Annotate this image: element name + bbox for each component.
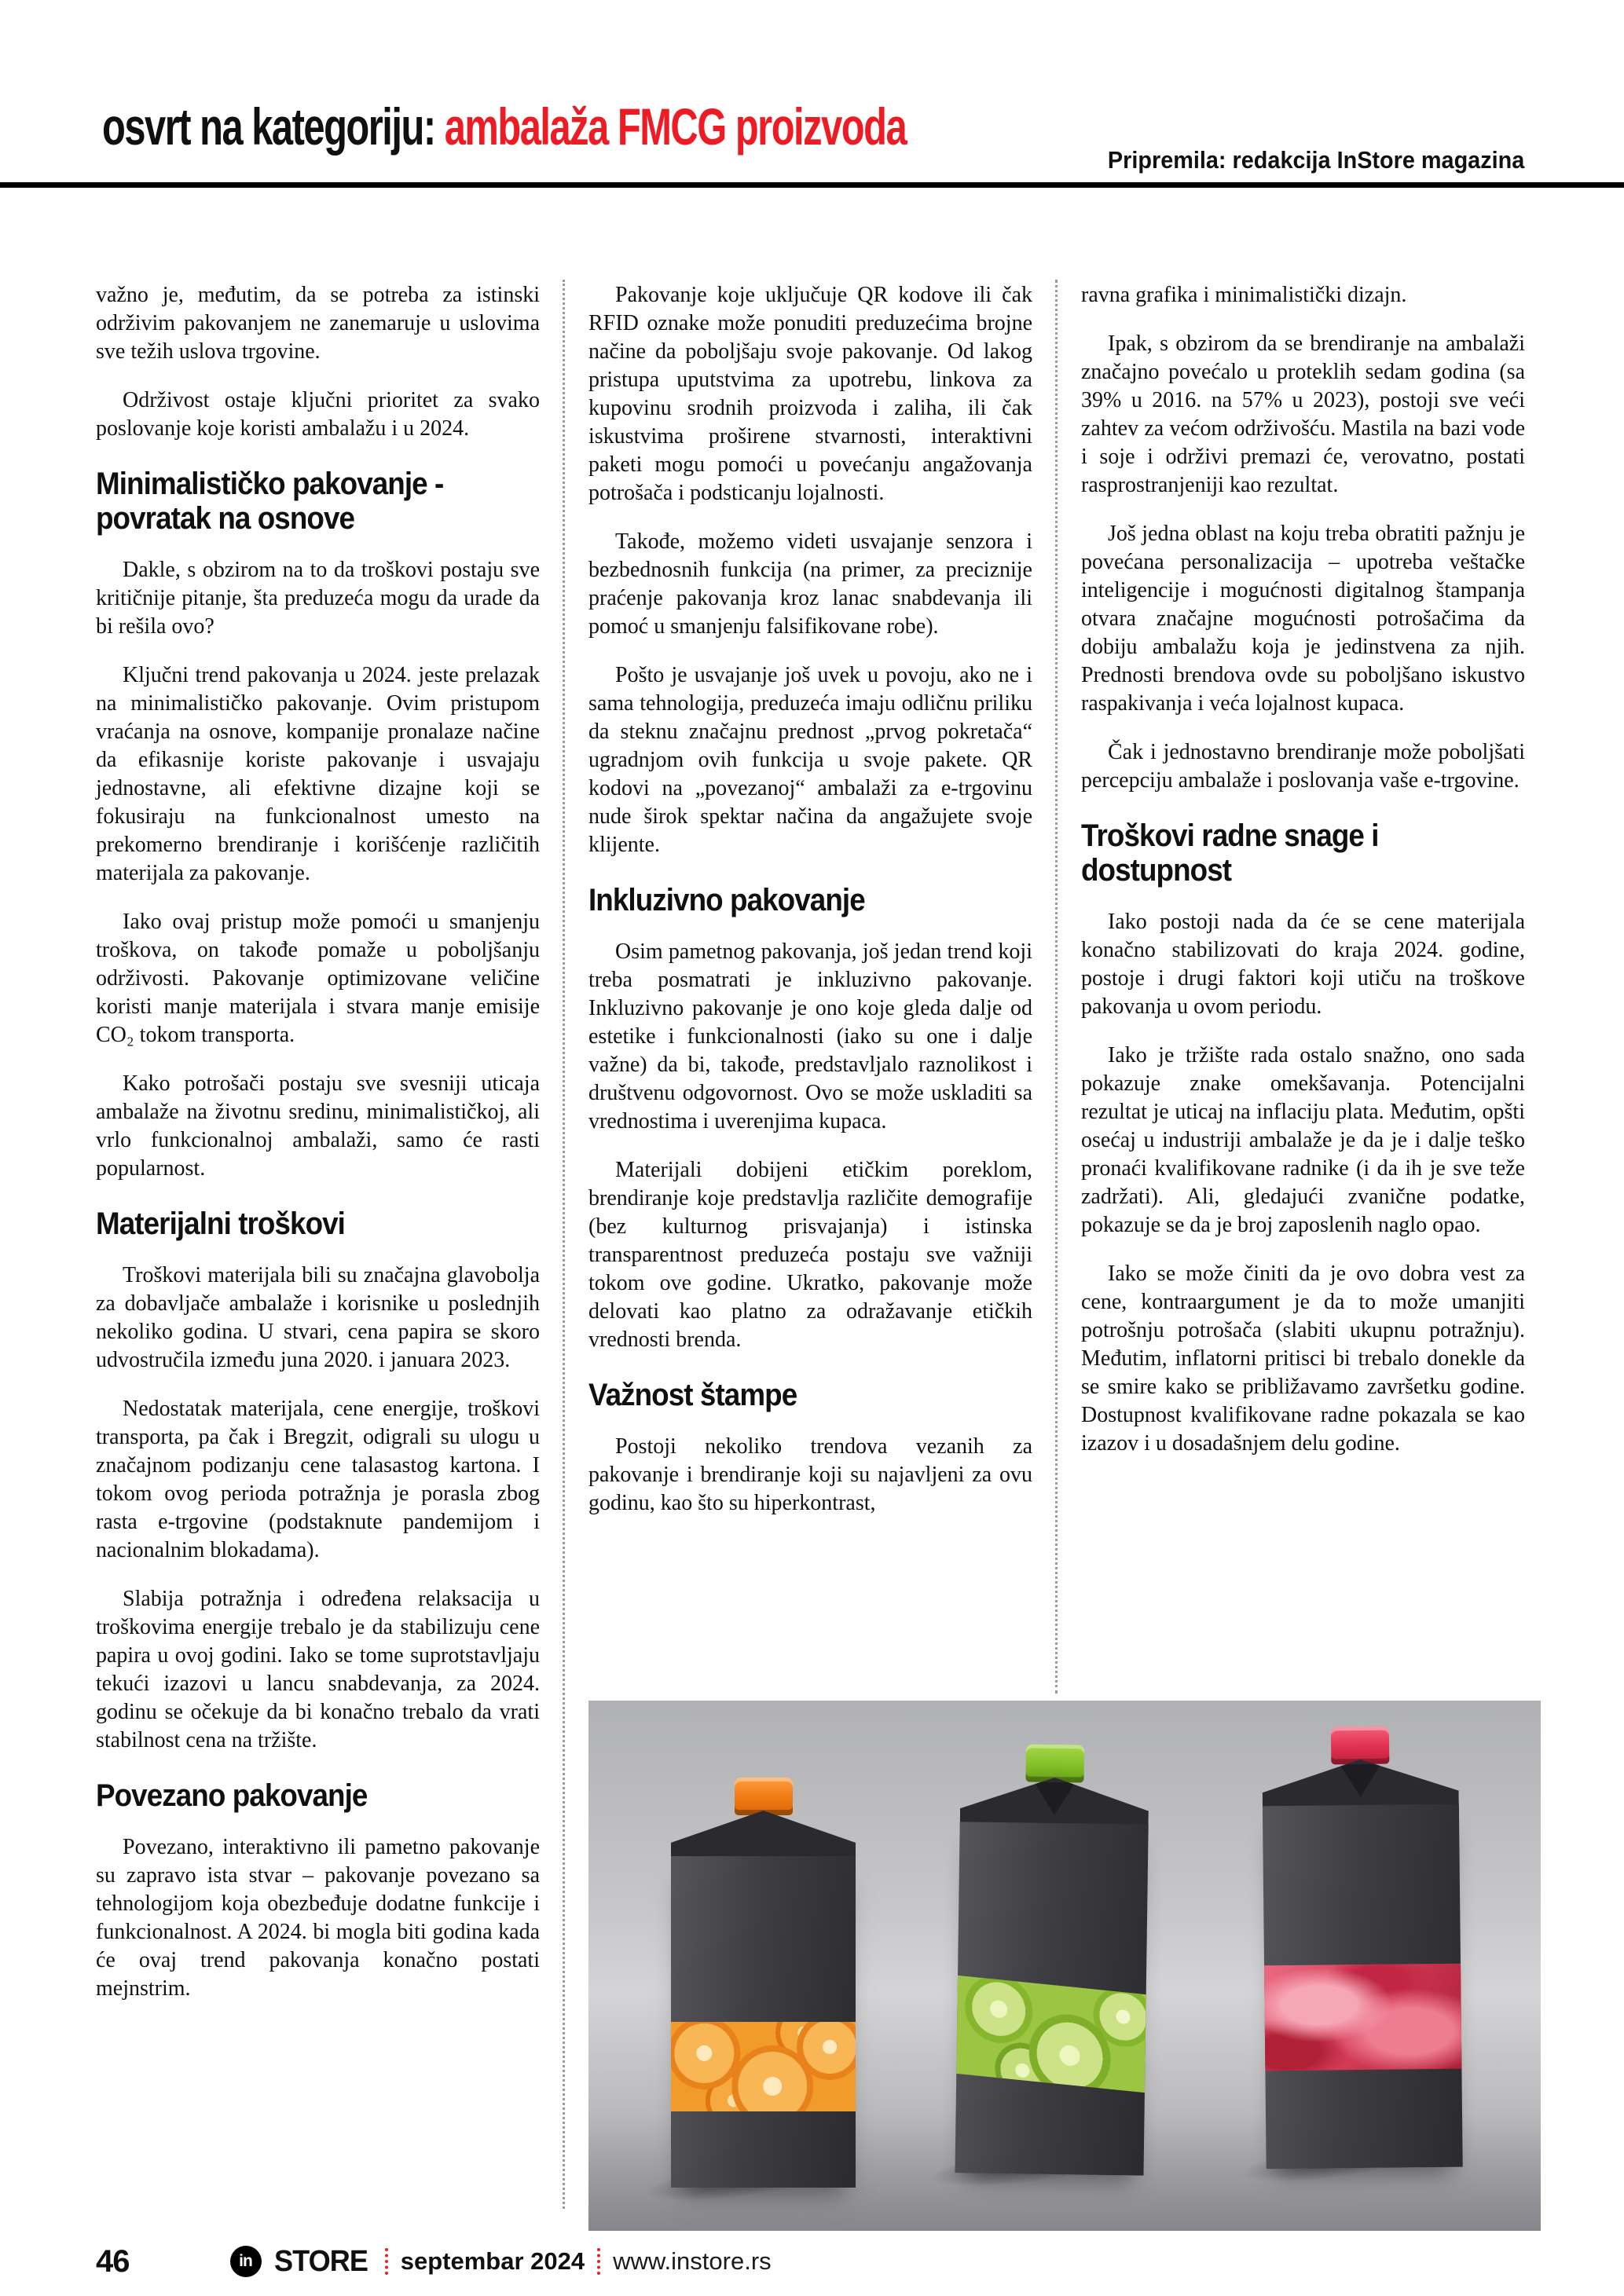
byline: Pripremila: redakcija InStore magazina <box>1107 146 1524 174</box>
paragraph: Čak i jednostavno brendiranje može poboljšati percepciju ambalaže i poslovanja vaše e-trgovine. <box>1081 740 1525 793</box>
kicker-black: osvrt na kategoriju: <box>102 97 435 156</box>
paragraph: Dakle, s obzirom na to da troškovi postaju sve kritičnije pitanje, šta preduzeća mogu da urade da bi rešila ovo? <box>96 558 540 639</box>
paragraph: Iako je tržište rada ostalo snažno, ono sada pokazuje znake omekšavanja. Potencijalni rezultat je uticaj na inflaciju plata. Međutim, opšti osećaj u industriji ambalaže je da je i dalje teško pronaći kvalifikovane radnike (i da ih je sve teže zadržati). Ali, gledajući zvanične podatke, pokazuje se da je broj zaposlenih naglo opao. <box>1081 1043 1525 1237</box>
cartons-photo <box>588 1701 1541 2231</box>
footer-issue: septembar 2024 <box>400 2247 585 2275</box>
paragraph: Troškovi materijala bili su značajna glavobolja za dobavljače ambalaže i korisnike u poslednjih nekoliko godina. U stvari, cena papira se skoro udvostručila između juna 2020. i januara 2023. <box>96 1263 540 1372</box>
carton-cap-orange <box>735 1778 793 1815</box>
carton-body <box>671 1856 856 2188</box>
paragraph: Pakovanje koje uključuje QR kodove ili čak RFID oznake može ponuditi preduzećima brojne načine da poboljšaju svoje pakovanje. Od lakog pristupa uputstvima za upotrebu, linkova za kupovinu srodnih proizvoda i zaliha, ili čak iskustvima proširene stvarnosti, interaktivni paketi mogu pomoći u povećanju angažovanja potrošača i podsticanju lojalnosti. <box>588 283 1032 505</box>
subheading: Materijalni troškovi <box>96 1207 345 1241</box>
page-number: 46 <box>96 2243 130 2279</box>
footer-brand-group <box>230 2245 772 2279</box>
paragraph: Materijali dobijeni etičkim poreklom, brendiranje koje predstavlja različite demografije (bez kulturnog prisvajanja) i istinska transparentnost preduzeća postaju sve važniji tokom ove godine. Ukratko, pakovanje može delovati kao platno za odražavanje etičkih vrednosti brenda. <box>588 1158 1032 1352</box>
subheading: Minimalističko pakovanje - povratak na osnove <box>96 467 444 536</box>
gable-fold <box>1340 1764 1380 1798</box>
carton-cap-red <box>1331 1727 1389 1765</box>
paragraph: važno je, međutim, da se potreba za istinski održivim pakovanjem ne zanemaruje u uslovima sve težih uslova trgovine. <box>96 283 540 364</box>
paragraph: ravna grafika i minimalistički dizajn. <box>1081 283 1407 307</box>
carton-gable <box>671 1811 856 1862</box>
header-rule <box>0 182 1624 188</box>
carton-kiwi <box>955 1776 1149 2175</box>
paragraph: Povezano, interaktivno ili pametno pakovanje su zapravo ista stvar – pakovanje povezano sa tehnologijom koja obezbeđuje dodatne funkcije i funkcionalnost. A 2024. bi mogla biti godina kada će ovaj trend pakovanja konačno postati mejnstrim. <box>96 1835 540 2001</box>
footer-separator-icon <box>597 2248 600 2275</box>
paragraph: Ključni trend pakovanja u 2024. jeste prelazak na minimalističko pakovanje. Ovim pristupom vraćanja na osnove, kompanije pronalaze načine da efikasnije koriste pakovanje i usvajaju jednostavne, ali efektivne dizajne koji se fokusiraju na funkcionalnost umesto na prekomerno brendiranje i korišćenje različitih materijala za pakovanje. <box>96 663 540 885</box>
carton-body <box>955 1822 1148 2175</box>
paragraph: Još jedna oblast na koju treba obratiti pažnju je povećana personalizacija – upotreba veštačke inteligencije i mogućnosti digitalnog štampanja otvara značajne mogućnosti potrošačima da dobiju ambalažu koja je jedinstvena za njih. Prednosti brendova ovde su poboljšano iskustvo raspakivanja i veća lojalnost kupaca. <box>1081 522 1525 716</box>
kicker-red: ambalaža FMCG proizvoda <box>444 97 907 156</box>
paragraph: Slabija potražnja i određena relaksacija u troškovima energije trebalo je da stabilizuju cene papira u ovoj godini. Iako se tome suprotstavljaju tekući izazovi u lancu snabdevanja, za 2024. godinu se očekuje da bi konačno trebalo da vrati stabilnost cena na tržište. <box>96 1587 540 1752</box>
footer-separator-icon <box>385 2248 388 2275</box>
footer-website: www.instore.rs <box>613 2247 772 2275</box>
subheading: Inkluzivno pakovanje <box>588 883 865 917</box>
paragraph: Nedostatak materijala, cene energije, troškovi transporta, pa čak i Bregzit, odigrali su ulogu u značajnom podizanju cene talasastog kartona. I tokom ovog perioda potražnja je porasla zbog rasta e-trgovine (podstaknute pandemijom i nacionalnim blokadama). <box>96 1397 540 1562</box>
paragraph: Postoji nekoliko trendova vezanih za pakovanje i brendiranje koji su najavljeni za ovu godinu, kao što su hiperkontrast, <box>588 1434 1032 1515</box>
paragraph: Iako se može činiti da je ovo dobra vest za cene, kontraargument je da to može umanjiti potrošnju potrošača (slabiti ukupnu potražnju). Međutim, inflatorni pritisci bi trebalo donekle da se smire kako se približavamo završetku godine. Dostupnost kvalifikovane radne pokazala se kao izazov i u dosadašnjem delu godine. <box>1081 1262 1525 1456</box>
column-1 <box>96 281 540 2023</box>
section-kicker <box>102 97 907 156</box>
carton-orange <box>671 1811 856 2188</box>
paragraph: Osim pametnog pakovanja, još jedan trend koji treba posmatrati je inkluzivno pakovanje. Inkluzivno pakovanje je ono koje gleda dalje od estetike i funkcionalnosti (iako su one i dalje važne) da bi, takođe, predstavljalo raznolikost i društvenu odgovornost. Ovo se može uskladiti sa vrednostima i uverenjima kupaca. <box>588 939 1032 1133</box>
paragraph: Kako potrošači postaju sve svesniji uticaja ambalaže na životnu sredinu, minimalističkoj, ali vrlo funkcionalnoj ambalaži, samo će rasti popularnost. <box>96 1071 540 1181</box>
carton-body <box>1263 1804 1463 2170</box>
gable-fold <box>1034 1782 1076 1816</box>
red-petals-band <box>1264 1964 1461 2071</box>
page-footer <box>96 2243 772 2280</box>
instore-logo-icon: in <box>230 2246 262 2277</box>
kiwi-slices-band <box>956 1975 1146 2092</box>
paragraph: Iako postoji nada da će se cene materijala konačno stabilizovati do kraja 2024. godine, postoje i drugi faktori koji utiču na troškove pakovanja u ovom periodu. <box>1081 910 1525 1019</box>
paragraph: Ipak, s obzirom da se brendiranje na ambalaži značajno povećalo u proteklih sedam godina (sa 39% u 2016. na 57% u 2023), postoji sve veći zahtev za većom održivošću. Mastila na bazi vode i soje i održivi premazi će, verovatno, postati rasprostranjeniji kao rezultat. <box>1081 331 1525 497</box>
paragraph: Iako ovaj pristup može pomoći u smanjenju troškova, on takođe pomaže u poboljšanju održivosti. Pakovanje optimizovane veličine koristi manje materijala i stvara manje emisije CO₂ tokom transporta. <box>96 910 540 1047</box>
subheading: Važnost štampe <box>588 1378 797 1412</box>
subheading: Povezano pakovanje <box>96 1778 368 1813</box>
paragraph: Takođe, možemo videti usvajanje senzora i bezbednosnih funkcija (na primer, za preciznije praćenje pakovanja kroz lanac snabdevanja ili pomoć u smanjenju falsifikovane robe). <box>588 529 1032 639</box>
paragraph: Pošto je usvajanje još uvek u povoju, ako ne i sama tehnologija, preduzeća imaju odličnu priliku da steknu značajnu prednost „prvog pokretača“ ugradnjom ovih funkcija u svoje pakete. QR kodovi na „povezanoj“ ambalaži za e-trgovinu nude širok spektar načina da angažujete svoje klijente. <box>588 663 1032 857</box>
subheading: Troškovi radne snage i dostupnost <box>1081 818 1379 888</box>
footer-brand: STORE <box>273 2244 368 2278</box>
orange-slices-band <box>671 2022 856 2111</box>
carton-cap-green <box>1025 1745 1084 1783</box>
paragraph: Održivost ostaje ključni prioritet za svako poslovanje koje koristi ambalažu i u 2024. <box>96 388 540 441</box>
carton-red <box>1262 1759 1462 2170</box>
